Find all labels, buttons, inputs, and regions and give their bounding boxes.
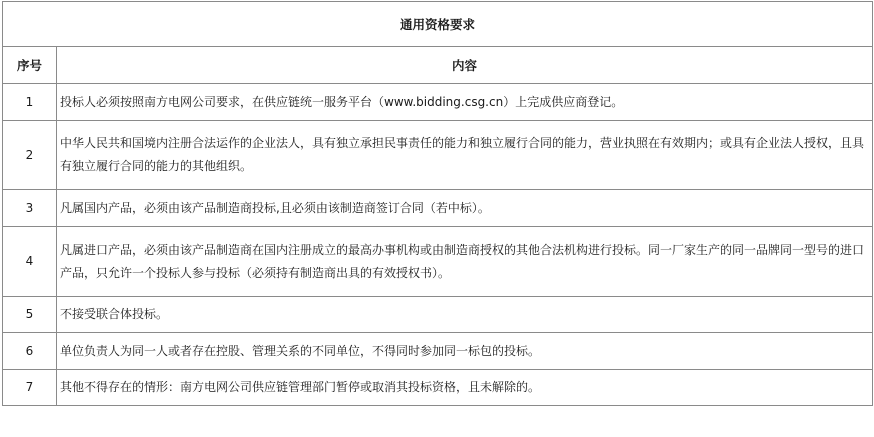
row-content: 不接受联合体投标。 [57, 297, 873, 333]
table-row [3, 84, 873, 121]
row-number: 6 [3, 333, 57, 370]
table-title-row [3, 2, 873, 47]
header-content: 内容 [57, 47, 873, 84]
table-row [3, 333, 873, 370]
table-title: 通用资格要求 [3, 2, 873, 47]
row-content: 单位负责人为同一人或者存在控股、管理关系的不同单位，不得同时参加同一标包的投标。 [57, 333, 873, 370]
row-content: 凡属国内产品，必须由该产品制造商投标,且必须由该制造商签订合同（若中标）。 [57, 190, 873, 227]
row-number: 3 [3, 190, 57, 227]
table-row [3, 297, 873, 333]
table-row [3, 370, 873, 406]
table-row [3, 227, 873, 297]
row-number: 5 [3, 297, 57, 333]
row-content: 凡属进口产品，必须由该产品制造商在国内注册成立的最高办事机构或由制造商授权的其他合法机构进行投标。同一厂家生产的同一品牌同一型号的进口产品，只允许一个投标人参与投标（必须持有制造商出具的有效授权书）。 [57, 227, 873, 297]
row-number: 7 [3, 370, 57, 406]
table-header-row [3, 47, 873, 84]
row-content: 投标人必须按照南方电网公司要求，在供应链统一服务平台（www.bidding.csg.cn）上完成供应商登记。 [57, 84, 873, 121]
header-number: 序号 [3, 47, 57, 84]
row-number: 2 [3, 121, 57, 190]
table-row [3, 121, 873, 190]
table-row [3, 190, 873, 227]
qualification-requirements-table [2, 1, 873, 406]
row-number: 4 [3, 227, 57, 297]
row-content: 中华人民共和国境内注册合法运作的企业法人，具有独立承担民事责任的能力和独立履行合同的能力，营业执照在有效期内；或具有企业法人授权，且具有独立履行合同的能力的其他组织。 [57, 121, 873, 190]
row-content: 其他不得存在的情形：南方电网公司供应链管理部门暂停或取消其投标资格，且未解除的。 [57, 370, 873, 406]
row-number: 1 [3, 84, 57, 121]
